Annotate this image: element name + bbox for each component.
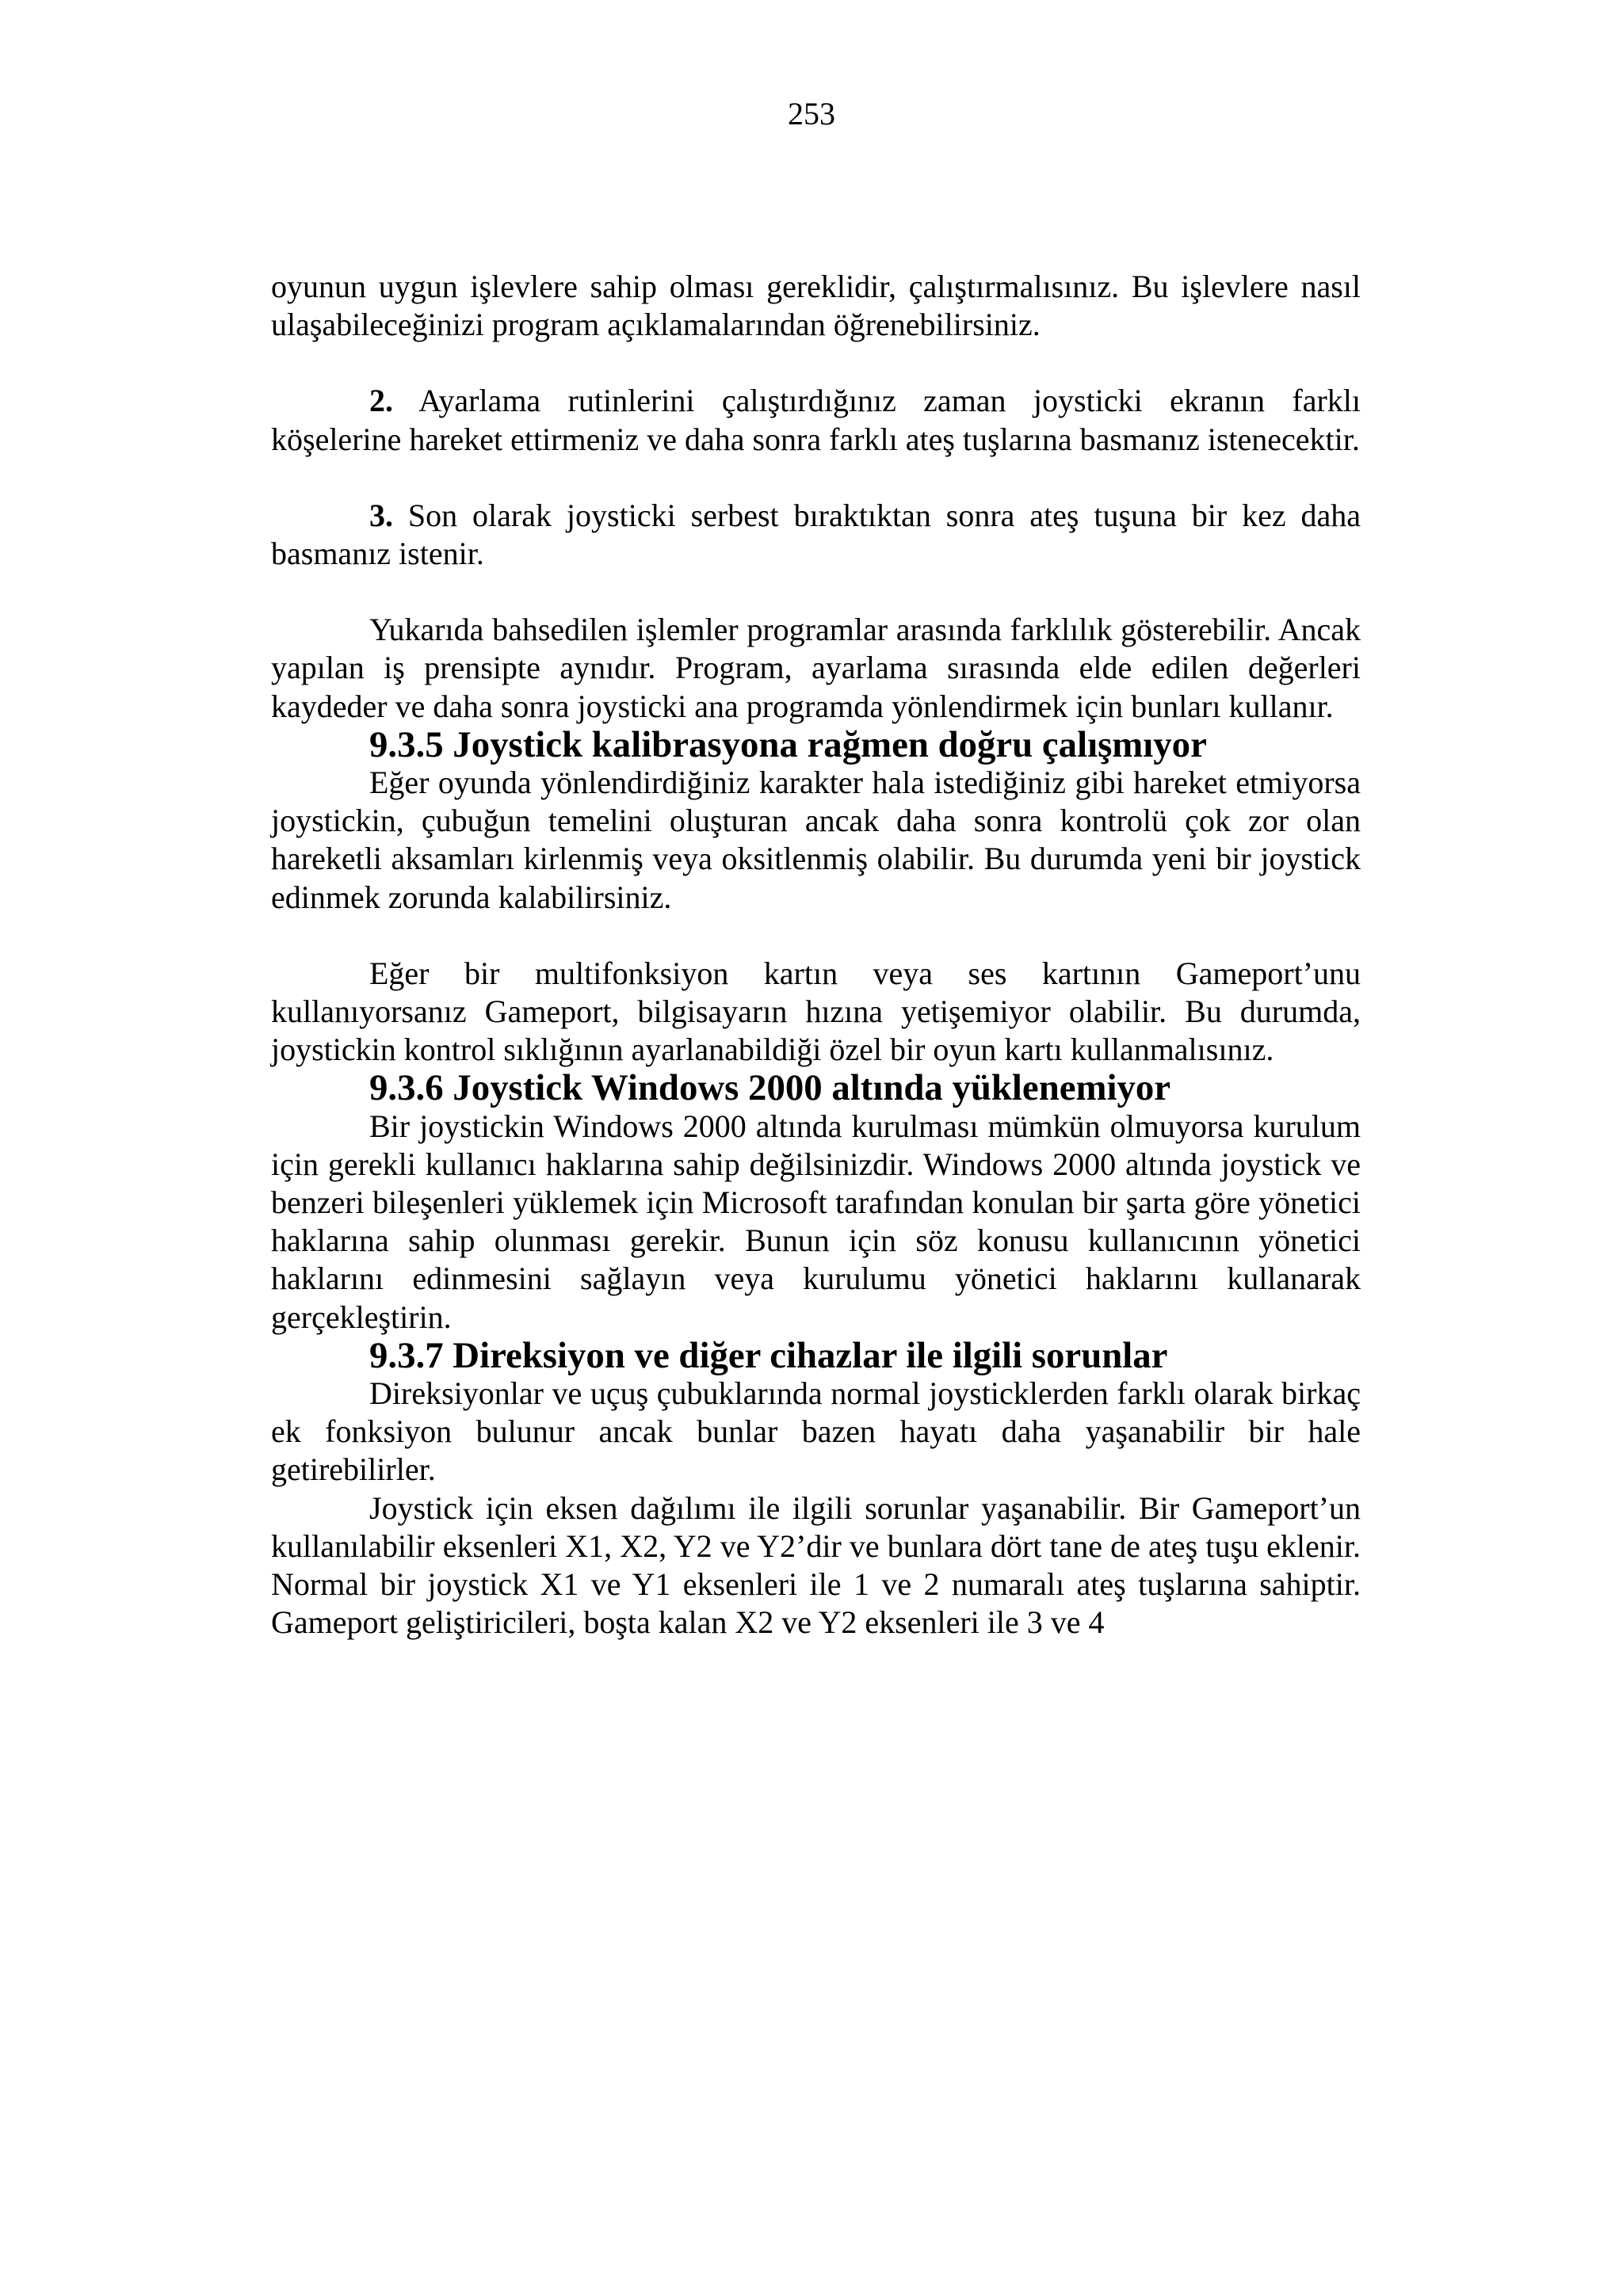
section-paragraph: Bir joystickin Windows 2000 altında kurulması mümkün olmuyorsa kurulum için gerekli kullanıcı haklarına sahip değilsinizdir. Windows 2000 altında joystick ve benzeri bileşenleri yüklemek için Microsoft tarafından konulan bir şarta göre yönetici haklarına sahip olunması gerekir. Bunun için söz konusu kullanıcının yönetici haklarını edinmesini sağlayın veya kurulumu yönetici haklarını kullanarak gerçekleştirin. bbox=[271, 1108, 1361, 1335]
paragraph-step-2 bbox=[271, 382, 1361, 458]
step-number: 3. bbox=[369, 497, 393, 533]
section-heading-9-3-5: 9.3.5 Joystick kalibrasyona rağmen doğru çalışmıyor bbox=[369, 723, 1207, 765]
step-text: Ayarlama rutinlerini çalıştırdığınız zaman joysticki ekranın farklı köşelerine hareket ettirmeniz ve daha sonra farklı ateş tuşlarına basmanız istenecektir. bbox=[271, 383, 1361, 457]
section-heading-9-3-6: 9.3.6 Joystick Windows 2000 altında yüklenemiyor bbox=[369, 1067, 1171, 1109]
paragraph-summary: Yukarıda bahsedilen işlemler programlar arasında farklılık gösterebilir. Ancak yapılan iş prensipte aynıdır. Program, ayarlama sırasında elde edilen değerleri kaydeder ve daha sonra joysticki ana programda yönlendirmek için bunları kullanır. bbox=[271, 612, 1361, 724]
page-body bbox=[271, 268, 1361, 1642]
section-paragraph: Eğer bir multifonksiyon kartın veya ses kartının Gameport’unu kullanıyorsanız Gameport, bilgisayarın hızına yetişemiyor olabilir. Bu durumda, joystickin kontrol sıklığının ayarlanabildiği özel bir oyun kartı kullanmalısınız. bbox=[271, 955, 1361, 1068]
paragraph-intro-continuation: oyunun uygun işlevlere sahip olması gereklidir, çalıştırmalısınız. Bu işlevlere nasıl ulaşabileceğinizi program açıklamalarından öğrenebilirsiniz. bbox=[271, 269, 1361, 343]
step-text: Son olarak joysticki serbest bıraktıktan sonra ateş tuşuna bir kez daha basmanız istenir. bbox=[271, 497, 1361, 572]
page-number: 253 bbox=[788, 96, 835, 132]
section-paragraph: Joystick için eksen dağılımı ile ilgili sorunlar yaşanabilir. Bir Gameport’un kullanılabilir eksenleri X1, X2, Y2 ve Y2’dir ve bunlara dört tane de ateş tuşu eklenir. Normal bir joystick X1 ve Y1 eksenleri ile 1 ve 2 numaralı ateş tuşlarına sahiptir. Gameport geliştiricileri, boşta kalan X2 ve Y2 eksenleri ile 3 ve 4 bbox=[271, 1489, 1361, 1641]
section-heading-9-3-7: 9.3.7 Direksiyon ve diğer cihazlar ile ilgili sorunlar bbox=[369, 1334, 1168, 1376]
step-number: 2. bbox=[369, 383, 393, 419]
paragraph-step-3 bbox=[271, 497, 1361, 573]
section-paragraph: Eğer oyunda yönlendirdiğiniz karakter hala istediğiniz gibi hareket etmiyorsa joystickin, çubuğun temelini oluşturan ancak daha sonra kontrolü çok zor olan hareketli aksamları kirlenmiş veya oksitlenmiş olabilir. Bu durumda yeni bir joystick edinmek zorunda kalabilirsiniz. bbox=[271, 765, 1361, 915]
section-paragraph: Direksiyonlar ve uçuş çubuklarında normal joysticklerden farklı olarak birkaç ek fonksiyon bulunur ancak bunlar bazen hayatı daha yaşanabilir bir hale getirebilirler. bbox=[271, 1375, 1361, 1488]
